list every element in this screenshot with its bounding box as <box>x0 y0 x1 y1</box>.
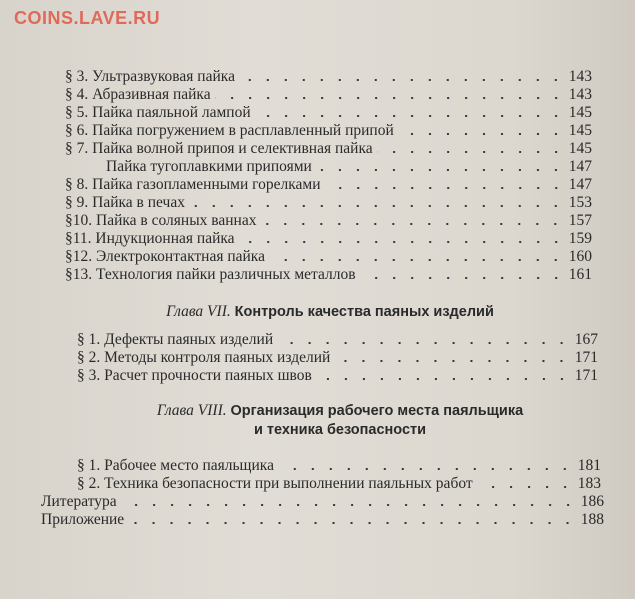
toc-entry-page: 188 <box>580 511 604 528</box>
toc-entry <box>65 175 592 194</box>
toc-leader-dots <box>269 259 565 261</box>
toc-entry <box>77 348 598 367</box>
toc-entry-title: § 5. Пайка паяльной лампой <box>65 104 251 121</box>
toc-entry-page: 171 <box>574 367 598 384</box>
toc-entry-page: 159 <box>568 230 592 247</box>
toc-entry-page: 147 <box>568 176 592 193</box>
toc-entry-page: 167 <box>574 331 598 348</box>
toc-entry-title: § 2. Техника безопасности при выполнении паяльных работ <box>77 475 473 492</box>
toc-entry-page: 157 <box>568 212 592 229</box>
toc-entry-title: § 9. Пайка в печах <box>65 194 185 211</box>
toc-entry-page: 153 <box>568 194 592 211</box>
watermark: COINS.LAVE.RU <box>14 8 161 28</box>
toc-leader-dots <box>260 223 564 225</box>
toc-leader-dots <box>325 187 565 189</box>
toc-entry-page: 145 <box>568 104 592 121</box>
toc-entry-page: 183 <box>577 475 601 492</box>
toc-leader-dots <box>239 241 565 243</box>
toc-entry-title: Литература <box>41 493 117 510</box>
toc-entry <box>41 492 604 511</box>
toc-leader-dots <box>398 133 565 135</box>
chapter-heading <box>80 302 580 322</box>
toc-leader-dots <box>121 504 577 506</box>
toc-entry-page: 171 <box>574 349 598 366</box>
toc-entry-title: § 4. Абразивная пайка <box>65 86 211 103</box>
toc-entry-title: § 8. Пайка газопламенными горелками <box>65 176 321 193</box>
toc-entry-title: §11. Индукционная пайка <box>65 230 235 247</box>
toc-entry-title: § 2. Методы контроля паяных изделий <box>77 349 331 366</box>
toc-entry <box>65 85 592 104</box>
toc-entry <box>65 139 592 158</box>
toc-entry-page: 147 <box>568 158 592 175</box>
toc-leader-dots <box>239 79 565 81</box>
toc-leader-dots <box>334 360 570 362</box>
toc-leader-dots <box>377 151 565 153</box>
toc-entry-title: §10. Пайка в соляных ваннах <box>65 212 257 229</box>
chapter-title: Организация рабочего места паяльщика <box>230 403 524 419</box>
toc-leader-dots <box>128 522 577 524</box>
toc-entry <box>65 265 592 284</box>
toc-leader-dots <box>360 277 565 279</box>
toc-entry-title: §12. Электроконтактная пайка <box>65 248 265 265</box>
toc-entry-title: § 1. Дефекты паяных изделий <box>77 331 274 348</box>
toc-leader-dots <box>316 378 571 380</box>
chapter-label: Глава VII. <box>166 303 231 320</box>
toc-entry-page: 145 <box>568 140 592 157</box>
toc-leader-dots <box>316 169 565 171</box>
toc-entry-title: § 3. Расчет прочности паяных швов <box>77 367 312 384</box>
toc-entry <box>77 456 601 475</box>
toc-leader-dots <box>277 342 571 344</box>
toc-entry-title: § 7. Пайка волной припоя и селективная пайка <box>65 140 373 157</box>
toc-entry-page: 161 <box>568 266 592 283</box>
toc-entry <box>77 366 598 385</box>
toc-entry-title: § 1. Рабочее место паяльщика <box>77 457 274 474</box>
toc-entry <box>65 193 592 212</box>
toc-entry <box>65 67 592 86</box>
chapter-title: Контроль качества паяных изделий <box>234 304 494 320</box>
toc-entry <box>65 211 592 230</box>
toc-entry <box>77 330 598 349</box>
toc-entry-page: 143 <box>568 68 592 85</box>
toc-entry <box>77 474 601 493</box>
toc-entry-page: 181 <box>577 457 601 474</box>
toc-leader-dots <box>215 97 565 99</box>
toc-entry <box>41 510 604 529</box>
chapter-heading <box>80 401 600 421</box>
toc-entry-title: § 3. Ультразвуковая пайка <box>65 68 235 85</box>
toc-entry-page: 186 <box>580 493 604 510</box>
toc-entry <box>106 157 592 176</box>
toc-leader-dots <box>278 468 574 470</box>
toc-leader-dots <box>477 486 574 488</box>
toc-entry <box>65 103 592 122</box>
toc-leader-dots <box>255 115 565 117</box>
toc-leader-dots <box>189 205 565 207</box>
toc-entry <box>65 247 592 266</box>
toc-entry-page: 145 <box>568 122 592 139</box>
chapter-heading-line2 <box>80 420 600 440</box>
chapter-title-line2: и техника безопасности <box>253 422 427 438</box>
toc-entry-title: Приложение <box>41 511 125 528</box>
chapter-label: Глава VIII. <box>156 402 227 419</box>
toc-entry-page: 143 <box>568 86 592 103</box>
toc-entry-title: §13. Технология пайки различных металлов <box>65 266 356 283</box>
toc-entry-title: § 6. Пайка погружением в расплавленный припой <box>65 122 394 139</box>
toc-entry <box>65 121 592 140</box>
toc-entry-title: Пайка тугоплавкими припоями <box>106 158 312 175</box>
toc-entry <box>65 229 592 248</box>
toc-entry-page: 160 <box>568 248 592 265</box>
